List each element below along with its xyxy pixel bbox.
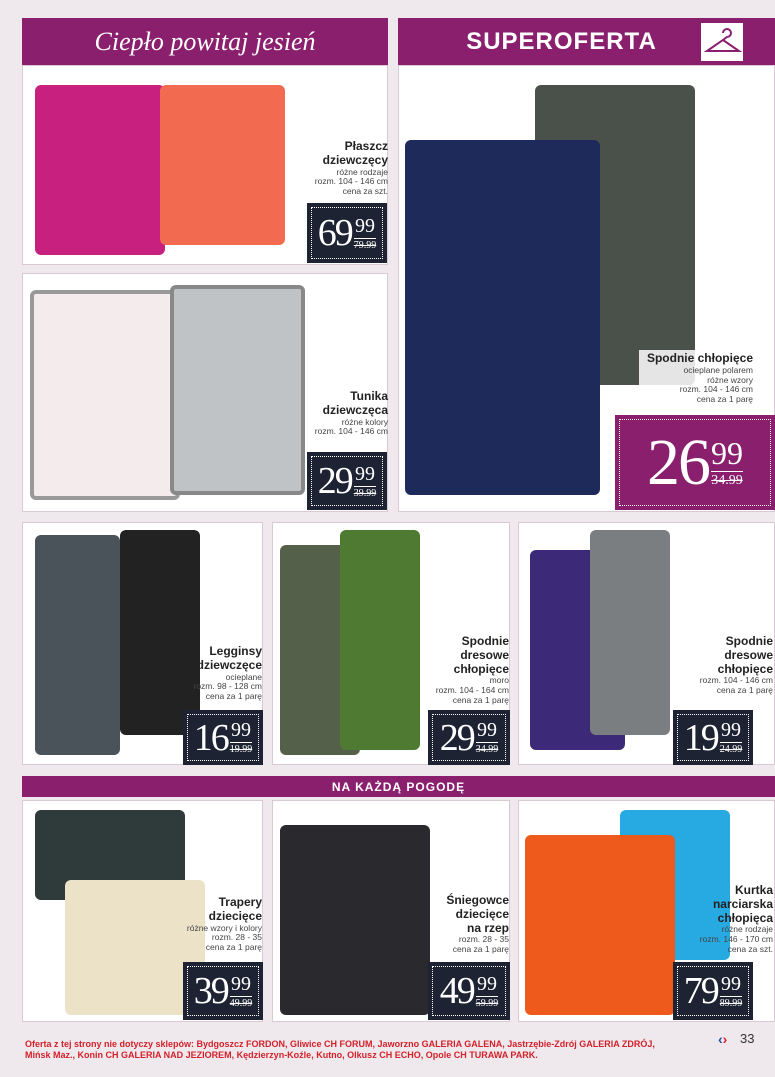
product-info-boys-pants: Spodnie chłopięce ocieplane polarem różne wzory rozm. 104 - 146 cm cena za 1 parę (639, 350, 773, 407)
product-info-tunic: Tunika dziewczęca różne kolory rozm. 104 - 146 cm (314, 389, 388, 437)
price-tag-camo-pants: 29 99 34.99 (428, 710, 510, 765)
footer-disclaimer (25, 1039, 655, 1061)
leggings-black-image (120, 530, 200, 735)
product-info-boots: Trapery dziecięce różne wzory i kolory rozm. 28 - 35 cena za 1 parę (186, 895, 262, 953)
product-info-leggings: Legginsy dziewczęce ocieplane rozm. 98 - 128 cm cena za 1 parę (193, 644, 262, 702)
product-info-camo-pants: Spodnie dresowe chłopięce moro rozm. 104 - 164 cm cena za 1 parę (435, 634, 509, 705)
coat-pink-image (35, 85, 165, 255)
price-tag-ski-jacket: 79 99 89.99 (673, 962, 753, 1020)
page-number: 33 (740, 1031, 755, 1046)
leggings-image (35, 535, 120, 755)
price-tag-boys-pants: 26 99 34.99 (615, 415, 775, 510)
sweatpants-grey-image (590, 530, 670, 735)
tunic-grey-image (170, 285, 305, 495)
product-info-sweatpants: Spodnie dresowe chłopięce rozm. 104 - 146 cm cena za 1 parę (699, 634, 773, 696)
disclaimer-line-2: Mińsk Maz., Konin CH GALERIA NAD JEZIOREM, Kędzierzyn-Koźle, Kutno, Olkusz CH ECHO, Opole CH TURAWA PARK. (25, 1049, 538, 1060)
header-superoferta: SUPEROFERTA (398, 18, 775, 65)
price-tag-tunic: 29 99 39.99 (307, 452, 387, 510)
price-tag-sweatpants: 19 99 24.99 (673, 710, 753, 765)
product-info-snow-boots: Śniegowce dziecięce na rzep rozm. 28 - 35 cena za 1 parę (446, 893, 509, 955)
hanger-icon (700, 22, 744, 62)
banner-weather: NA KAŻDĄ POGODĘ (22, 776, 775, 797)
header-autumn: Ciepło powitaj jesień (22, 18, 388, 65)
snow-boots-image (280, 825, 430, 1015)
tunic-white-image (30, 290, 180, 500)
price-tag-boots: 39 99 49.99 (183, 962, 263, 1020)
pants-navy-image (405, 140, 600, 495)
product-info-ski-jacket: Kurtka narciarska chłopięca różne rodzaje rozm. 146 - 170 cm cena za szt. (699, 883, 773, 954)
product-info-coat: Płaszcz dziewczęcy różne rodzaje rozm. 104 - 146 cm cena za szt. (314, 139, 388, 197)
coat-orange-image (160, 85, 285, 245)
camo-pants-green-image (340, 530, 420, 750)
disclaimer-line-1: Oferta z tej strony nie dotyczy sklepów: Bydgoszcz FORDON, Gliwice CH FORUM, Jaworzno GALERIA GALENA, Jastrzębie-Zdrój GALERIA ZDRÓJ, (25, 1039, 655, 1049)
price-tag-leggings: 16 99 19.99 (183, 710, 263, 765)
carrefour-logo-icon: ‹› (718, 1031, 728, 1047)
price-tag-snow-boots: 49 99 59.99 (428, 962, 510, 1020)
ski-jacket-orange-image (525, 835, 675, 1015)
price-tag-coat: 69 99 79.99 (307, 203, 387, 263)
